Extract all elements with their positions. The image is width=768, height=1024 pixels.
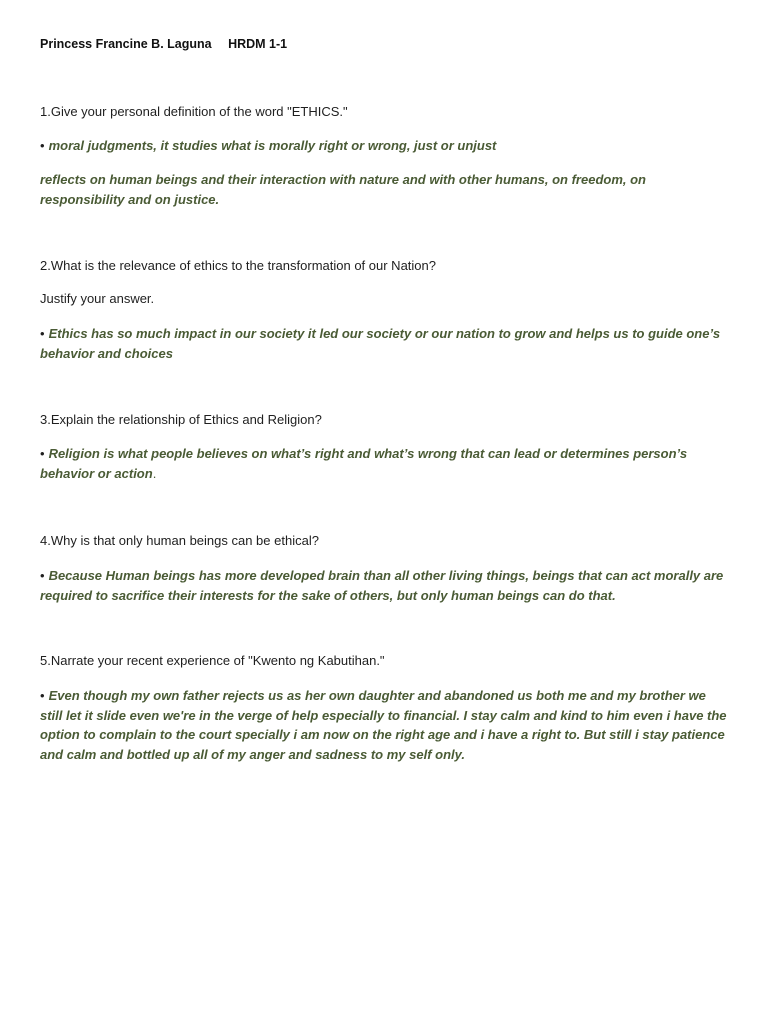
answer-2-text: Ethics has so much impact in our society it led our society or our nation to grow and helps us to guide one’s behavior and choices [40,326,721,361]
bullet: • [40,688,45,703]
question-1: 1.Give your personal definition of the word "ETHICS." [40,104,348,119]
answer-4-text: Because Human beings has more developed brain than all other living things, beings that can act morally are required to sacrifice their interests for the sake of others, but only human beings can do that. [40,568,724,603]
answer-1-line-2: reflects on human beings and their interaction with nature and with other humans, on freedom, on responsibility and on justice. [40,172,646,207]
question-4: 4.Why is that only human beings can be ethical? [40,533,319,548]
question-2-extra: Justify your answer. [40,291,155,306]
answer-3-text: Religion is what people believes on what’s right and what’s wrong that can lead or determines person’s behavior or action [40,446,688,481]
bullet: • [40,446,45,461]
question-5: 5.Narrate your recent experience of "Kwento ng Kabutihan." [40,653,385,668]
answer-5-text: Even though my own father rejects us as her own daughter and abandoned us both me and my brother we still let it slide even we're in the verge of help especially to financial. I stay calm and kind to him even i have the option to complain to the court specially i am now on the right age and i have a right to. But still i stay patience and calm and bottled up all of my anger and sadness to my self only. [40,688,727,762]
answer-3-tail: . [152,465,157,481]
answer-1-text: moral judgments, it studies what is morally right or wrong, just or unjust [48,138,497,153]
student-name: Princess Francine B. Laguna [40,37,212,51]
question-2: 2.What is the relevance of ethics to the transformation of our Nation? [40,258,436,273]
answer-1-line-1 [40,136,730,156]
answer-5 [40,686,730,764]
answer-3 [40,444,730,483]
answer-4 [40,566,730,605]
bullet: • [40,326,45,341]
course-code: HRDM 1-1 [228,37,288,51]
document-header [40,37,287,51]
bullet: • [40,138,45,153]
bullet: • [40,568,45,583]
question-3: 3.Explain the relationship of Ethics and Religion? [40,412,322,427]
answer-2 [40,324,730,363]
